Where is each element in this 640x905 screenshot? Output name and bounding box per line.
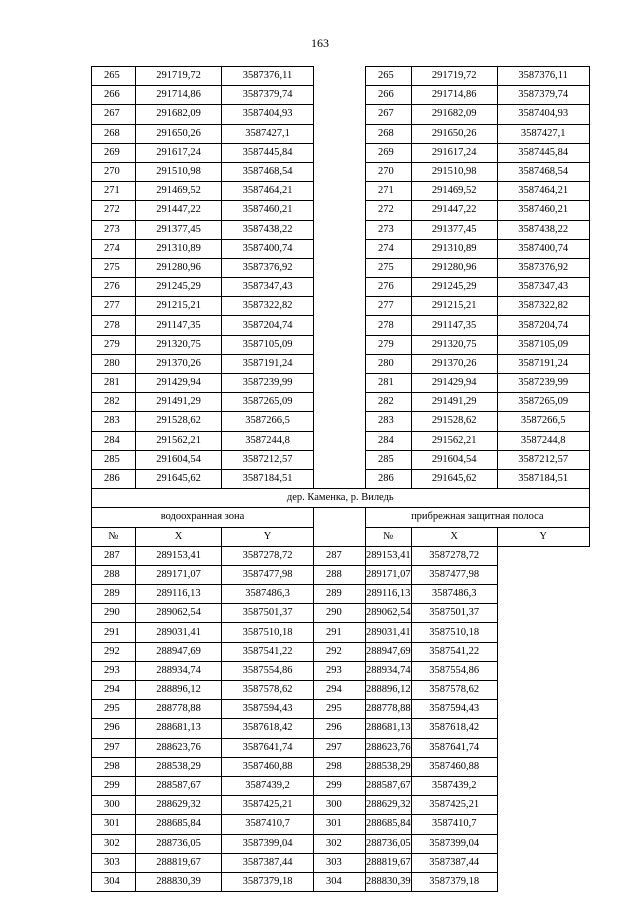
left-number-cell: 267	[92, 105, 136, 124]
right-number-cell: 283	[366, 412, 412, 431]
right-number-cell: 301	[314, 815, 366, 834]
left-x-cell: 289153,41	[136, 546, 222, 565]
right-x-cell: 289153,41	[366, 546, 412, 565]
left-number-cell: 288	[92, 565, 136, 584]
right-y-cell: 3587425,21	[411, 796, 497, 815]
table-row	[92, 872, 590, 891]
table-row	[92, 700, 590, 719]
left-x-cell: 291510,98	[136, 162, 222, 181]
right-x-cell: 288819,67	[366, 853, 412, 872]
left-x-cell: 291429,94	[136, 374, 222, 393]
table-row	[92, 776, 590, 795]
left-number-cell: 286	[92, 469, 136, 488]
left-y-cell: 3587439,2	[222, 776, 314, 795]
left-x-cell: 288778,88	[136, 700, 222, 719]
left-number-cell: 268	[92, 124, 136, 143]
left-y-cell: 3587387,44	[222, 853, 314, 872]
right-x-cell: 291714,86	[411, 86, 497, 105]
left-number-cell: 294	[92, 681, 136, 700]
left-y-cell: 3587376,11	[222, 67, 314, 86]
right-y-cell: 3587594,43	[411, 700, 497, 719]
left-x-cell: 291714,86	[136, 86, 222, 105]
table-row	[92, 834, 590, 853]
left-x-cell: 291491,29	[136, 393, 222, 412]
right-y-cell: 3587191,24	[497, 354, 589, 373]
left-number-cell: 283	[92, 412, 136, 431]
left-x-cell: 288623,76	[136, 738, 222, 757]
right-x-cell: 291320,75	[411, 335, 497, 354]
left-y-cell: 3587379,18	[222, 872, 314, 891]
right-number-cell: 292	[314, 642, 366, 661]
left-number-cell: 282	[92, 393, 136, 412]
left-number-cell: 293	[92, 661, 136, 680]
right-number-cell: 279	[366, 335, 412, 354]
right-y-cell: 3587486,3	[411, 585, 497, 604]
left-y-cell: 3587460,88	[222, 757, 314, 776]
right-number-cell: 269	[366, 143, 412, 162]
right-number-cell: 277	[366, 297, 412, 316]
right-number-cell: 304	[314, 872, 366, 891]
right-y-cell: 3587439,2	[411, 776, 497, 795]
right-number-cell: 275	[366, 258, 412, 277]
right-number-cell: 271	[366, 182, 412, 201]
right-x-cell: 288896,12	[366, 681, 412, 700]
table-row	[92, 546, 590, 565]
left-number-cell: 279	[92, 335, 136, 354]
right-x-cell: 291719,72	[411, 67, 497, 86]
left-y-cell: 3587464,21	[222, 182, 314, 201]
right-x-cell: 291650,26	[411, 124, 497, 143]
right-number-cell: 300	[314, 796, 366, 815]
left-y-cell: 3587212,57	[222, 450, 314, 469]
right-y-cell: 3587347,43	[497, 278, 589, 297]
left-y-cell: 3587578,62	[222, 681, 314, 700]
left-y-cell: 3587265,09	[222, 393, 314, 412]
left-y-cell: 3587641,74	[222, 738, 314, 757]
table-row	[92, 585, 590, 604]
right-number-cell: 298	[314, 757, 366, 776]
left-x-cell: 288685,84	[136, 815, 222, 834]
right-header-x: X	[411, 527, 497, 546]
table-row	[92, 738, 590, 757]
right-x-cell: 291447,22	[411, 201, 497, 220]
left-y-cell: 3587618,42	[222, 719, 314, 738]
right-x-cell: 291429,94	[411, 374, 497, 393]
right-header-number: №	[366, 527, 412, 546]
left-x-cell: 288587,67	[136, 776, 222, 795]
right-number-cell: 272	[366, 201, 412, 220]
right-y-cell: 3587510,18	[411, 623, 497, 642]
left-y-cell: 3587322,82	[222, 297, 314, 316]
left-x-cell: 289171,07	[136, 565, 222, 584]
left-number-cell: 300	[92, 796, 136, 815]
section2-header	[92, 489, 590, 547]
right-y-cell: 3587400,74	[497, 239, 589, 258]
right-x-cell: 291491,29	[411, 393, 497, 412]
left-y-cell: 3587204,74	[222, 316, 314, 335]
left-x-cell: 288819,67	[136, 853, 222, 872]
right-y-cell: 3587445,84	[497, 143, 589, 162]
left-number-cell: 297	[92, 738, 136, 757]
right-y-cell: 3587379,74	[497, 86, 589, 105]
table-row	[92, 853, 590, 872]
left-x-cell: 288629,32	[136, 796, 222, 815]
left-number-cell: 271	[92, 182, 136, 201]
right-x-cell: 291377,45	[411, 220, 497, 239]
left-x-cell: 288736,05	[136, 834, 222, 853]
left-number-cell: 303	[92, 853, 136, 872]
left-y-cell: 3587404,93	[222, 105, 314, 124]
right-y-cell: 3587376,11	[497, 67, 589, 86]
left-number-cell: 302	[92, 834, 136, 853]
right-x-cell: 291469,52	[411, 182, 497, 201]
left-x-cell: 291280,96	[136, 258, 222, 277]
section-title: дер. Каменка, р. Виледь	[92, 489, 590, 508]
left-header-number: №	[92, 527, 136, 546]
right-number-cell: 302	[314, 834, 366, 853]
zone-title-row	[92, 508, 590, 527]
right-header-y: Y	[497, 527, 589, 546]
left-x-cell: 288830,39	[136, 872, 222, 891]
right-x-cell: 289062,54	[366, 604, 412, 623]
right-y-cell: 3587265,09	[497, 393, 589, 412]
right-y-cell: 3587244,8	[497, 431, 589, 450]
right-x-cell: 291645,62	[411, 469, 497, 488]
left-y-cell: 3587427,1	[222, 124, 314, 143]
right-y-cell: 3587554,86	[411, 661, 497, 680]
right-x-cell: 288736,05	[366, 834, 412, 853]
right-x-cell: 288623,76	[366, 738, 412, 757]
right-x-cell: 291528,62	[411, 412, 497, 431]
left-number-cell: 284	[92, 431, 136, 450]
right-number-cell: 297	[314, 738, 366, 757]
right-y-cell: 3587278,72	[411, 546, 497, 565]
right-x-cell: 289031,41	[366, 623, 412, 642]
right-number-cell: 291	[314, 623, 366, 642]
left-x-cell: 288896,12	[136, 681, 222, 700]
right-number-cell: 281	[366, 374, 412, 393]
right-number-cell: 294	[314, 681, 366, 700]
left-y-cell: 3587594,43	[222, 700, 314, 719]
right-number-cell: 273	[366, 220, 412, 239]
left-y-cell: 3587400,74	[222, 239, 314, 258]
right-y-cell: 3587578,62	[411, 681, 497, 700]
left-number-cell: 291	[92, 623, 136, 642]
column-gap	[314, 67, 366, 489]
left-number-cell: 292	[92, 642, 136, 661]
coordinates-table	[91, 66, 590, 892]
left-number-cell: 275	[92, 258, 136, 277]
left-number-cell: 265	[92, 67, 136, 86]
left-y-cell: 3587105,09	[222, 335, 314, 354]
section-title-row	[92, 489, 590, 508]
right-number-cell: 274	[366, 239, 412, 258]
left-x-cell: 291447,22	[136, 201, 222, 220]
right-x-cell: 291215,21	[411, 297, 497, 316]
right-number-cell: 286	[366, 469, 412, 488]
right-x-cell: 288587,67	[366, 776, 412, 795]
left-number-cell: 270	[92, 162, 136, 181]
table-row	[92, 681, 590, 700]
left-x-cell: 291645,62	[136, 469, 222, 488]
right-x-cell: 289116,13	[366, 585, 412, 604]
right-x-cell: 289171,07	[366, 565, 412, 584]
left-number-cell: 298	[92, 757, 136, 776]
left-y-cell: 3587239,99	[222, 374, 314, 393]
left-x-cell: 288934,74	[136, 661, 222, 680]
left-y-cell: 3587468,54	[222, 162, 314, 181]
left-x-cell: 291682,09	[136, 105, 222, 124]
right-number-cell: 282	[366, 393, 412, 412]
left-number-cell: 295	[92, 700, 136, 719]
right-y-cell: 3587204,74	[497, 316, 589, 335]
left-number-cell: 274	[92, 239, 136, 258]
right-y-cell: 3587239,99	[497, 374, 589, 393]
right-y-cell: 3587322,82	[497, 297, 589, 316]
left-x-cell: 291469,52	[136, 182, 222, 201]
right-x-cell: 291617,24	[411, 143, 497, 162]
left-y-cell: 3587184,51	[222, 469, 314, 488]
left-header-y: Y	[222, 527, 314, 546]
column-gap	[314, 508, 366, 546]
right-y-cell: 3587460,21	[497, 201, 589, 220]
right-y-cell: 3587641,74	[411, 738, 497, 757]
left-x-cell: 288947,69	[136, 642, 222, 661]
left-number-cell: 269	[92, 143, 136, 162]
table-row	[92, 815, 590, 834]
right-x-cell: 288681,13	[366, 719, 412, 738]
table-row	[92, 642, 590, 661]
right-number-cell: 287	[314, 546, 366, 565]
right-y-cell: 3587404,93	[497, 105, 589, 124]
right-zone-title: прибрежная защитная полоса	[366, 508, 590, 527]
left-number-cell: 290	[92, 604, 136, 623]
right-x-cell: 288629,32	[366, 796, 412, 815]
right-x-cell: 288778,88	[366, 700, 412, 719]
left-x-cell: 291719,72	[136, 67, 222, 86]
table-row	[92, 604, 590, 623]
right-y-cell: 3587501,37	[411, 604, 497, 623]
left-x-cell: 289031,41	[136, 623, 222, 642]
right-y-cell: 3587212,57	[497, 450, 589, 469]
right-number-cell: 303	[314, 853, 366, 872]
right-number-cell: 278	[366, 316, 412, 335]
left-number-cell: 304	[92, 872, 136, 891]
right-y-cell: 3587379,18	[411, 872, 497, 891]
right-x-cell: 291370,26	[411, 354, 497, 373]
left-x-cell: 289116,13	[136, 585, 222, 604]
right-number-cell: 266	[366, 86, 412, 105]
right-x-cell: 291147,35	[411, 316, 497, 335]
left-y-cell: 3587191,24	[222, 354, 314, 373]
left-y-cell: 3587399,04	[222, 834, 314, 853]
left-number-cell: 301	[92, 815, 136, 834]
right-y-cell: 3587438,22	[497, 220, 589, 239]
left-x-cell: 291377,45	[136, 220, 222, 239]
right-y-cell: 3587410,7	[411, 815, 497, 834]
left-y-cell: 3587445,84	[222, 143, 314, 162]
right-y-cell: 3587184,51	[497, 469, 589, 488]
left-x-cell: 288681,13	[136, 719, 222, 738]
left-y-cell: 3587379,74	[222, 86, 314, 105]
left-x-cell: 289062,54	[136, 604, 222, 623]
right-y-cell: 3587399,04	[411, 834, 497, 853]
right-x-cell: 291245,29	[411, 278, 497, 297]
right-x-cell: 288830,39	[366, 872, 412, 891]
left-x-cell: 291604,54	[136, 450, 222, 469]
table-row	[92, 757, 590, 776]
left-y-cell: 3587541,22	[222, 642, 314, 661]
right-y-cell: 3587460,88	[411, 757, 497, 776]
right-number-cell: 290	[314, 604, 366, 623]
left-number-cell: 296	[92, 719, 136, 738]
left-number-cell: 299	[92, 776, 136, 795]
right-y-cell: 3587464,21	[497, 182, 589, 201]
right-y-cell: 3587468,54	[497, 162, 589, 181]
left-number-cell: 280	[92, 354, 136, 373]
left-x-cell: 291528,62	[136, 412, 222, 431]
right-x-cell: 291310,89	[411, 239, 497, 258]
right-x-cell: 288934,74	[366, 661, 412, 680]
left-y-cell: 3587244,8	[222, 431, 314, 450]
left-number-cell: 276	[92, 278, 136, 297]
left-header-x: X	[136, 527, 222, 546]
left-y-cell: 3587266,5	[222, 412, 314, 431]
right-y-cell: 3587266,5	[497, 412, 589, 431]
left-zone-title: водоохранная зона	[92, 508, 314, 527]
right-y-cell: 3587376,92	[497, 258, 589, 277]
right-y-cell: 3587427,1	[497, 124, 589, 143]
right-number-cell: 296	[314, 719, 366, 738]
right-x-cell: 291562,21	[411, 431, 497, 450]
left-y-cell: 3587510,18	[222, 623, 314, 642]
right-y-cell: 3587477,98	[411, 565, 497, 584]
right-x-cell: 288538,29	[366, 757, 412, 776]
section1-rows	[92, 67, 590, 489]
table-row	[92, 565, 590, 584]
left-y-cell: 3587410,7	[222, 815, 314, 834]
table-row	[92, 623, 590, 642]
left-y-cell: 3587425,21	[222, 796, 314, 815]
left-x-cell: 291370,26	[136, 354, 222, 373]
table-row	[92, 796, 590, 815]
left-y-cell: 3587486,3	[222, 585, 314, 604]
right-number-cell: 289	[314, 585, 366, 604]
left-x-cell: 291650,26	[136, 124, 222, 143]
left-x-cell: 291617,24	[136, 143, 222, 162]
right-y-cell: 3587105,09	[497, 335, 589, 354]
right-number-cell: 299	[314, 776, 366, 795]
right-number-cell: 280	[366, 354, 412, 373]
left-number-cell: 281	[92, 374, 136, 393]
right-number-cell: 276	[366, 278, 412, 297]
right-number-cell: 265	[366, 67, 412, 86]
left-x-cell: 291320,75	[136, 335, 222, 354]
left-number-cell: 289	[92, 585, 136, 604]
right-x-cell: 291510,98	[411, 162, 497, 181]
left-y-cell: 3587278,72	[222, 546, 314, 565]
left-y-cell: 3587477,98	[222, 565, 314, 584]
right-number-cell: 293	[314, 661, 366, 680]
table-row	[92, 67, 590, 86]
left-y-cell: 3587438,22	[222, 220, 314, 239]
left-x-cell: 291310,89	[136, 239, 222, 258]
left-y-cell: 3587460,21	[222, 201, 314, 220]
left-number-cell: 272	[92, 201, 136, 220]
left-number-cell: 287	[92, 546, 136, 565]
left-y-cell: 3587554,86	[222, 661, 314, 680]
right-number-cell: 267	[366, 105, 412, 124]
left-y-cell: 3587347,43	[222, 278, 314, 297]
left-x-cell: 291215,21	[136, 297, 222, 316]
right-x-cell: 291280,96	[411, 258, 497, 277]
left-number-cell: 285	[92, 450, 136, 469]
left-number-cell: 278	[92, 316, 136, 335]
right-x-cell: 288947,69	[366, 642, 412, 661]
left-x-cell: 288538,29	[136, 757, 222, 776]
table-row	[92, 719, 590, 738]
right-y-cell: 3587387,44	[411, 853, 497, 872]
left-number-cell: 273	[92, 220, 136, 239]
right-number-cell: 288	[314, 565, 366, 584]
right-number-cell: 268	[366, 124, 412, 143]
right-number-cell: 295	[314, 700, 366, 719]
right-x-cell: 291604,54	[411, 450, 497, 469]
left-y-cell: 3587501,37	[222, 604, 314, 623]
right-y-cell: 3587618,42	[411, 719, 497, 738]
right-number-cell: 285	[366, 450, 412, 469]
right-number-cell: 284	[366, 431, 412, 450]
right-number-cell: 270	[366, 162, 412, 181]
left-x-cell: 291245,29	[136, 278, 222, 297]
left-x-cell: 291147,35	[136, 316, 222, 335]
section2-rows	[92, 546, 590, 891]
table-row	[92, 661, 590, 680]
left-y-cell: 3587376,92	[222, 258, 314, 277]
right-y-cell: 3587541,22	[411, 642, 497, 661]
right-x-cell: 291682,09	[411, 105, 497, 124]
left-number-cell: 277	[92, 297, 136, 316]
left-x-cell: 291562,21	[136, 431, 222, 450]
right-x-cell: 288685,84	[366, 815, 412, 834]
page-number: 163	[311, 36, 329, 50]
left-number-cell: 266	[92, 86, 136, 105]
